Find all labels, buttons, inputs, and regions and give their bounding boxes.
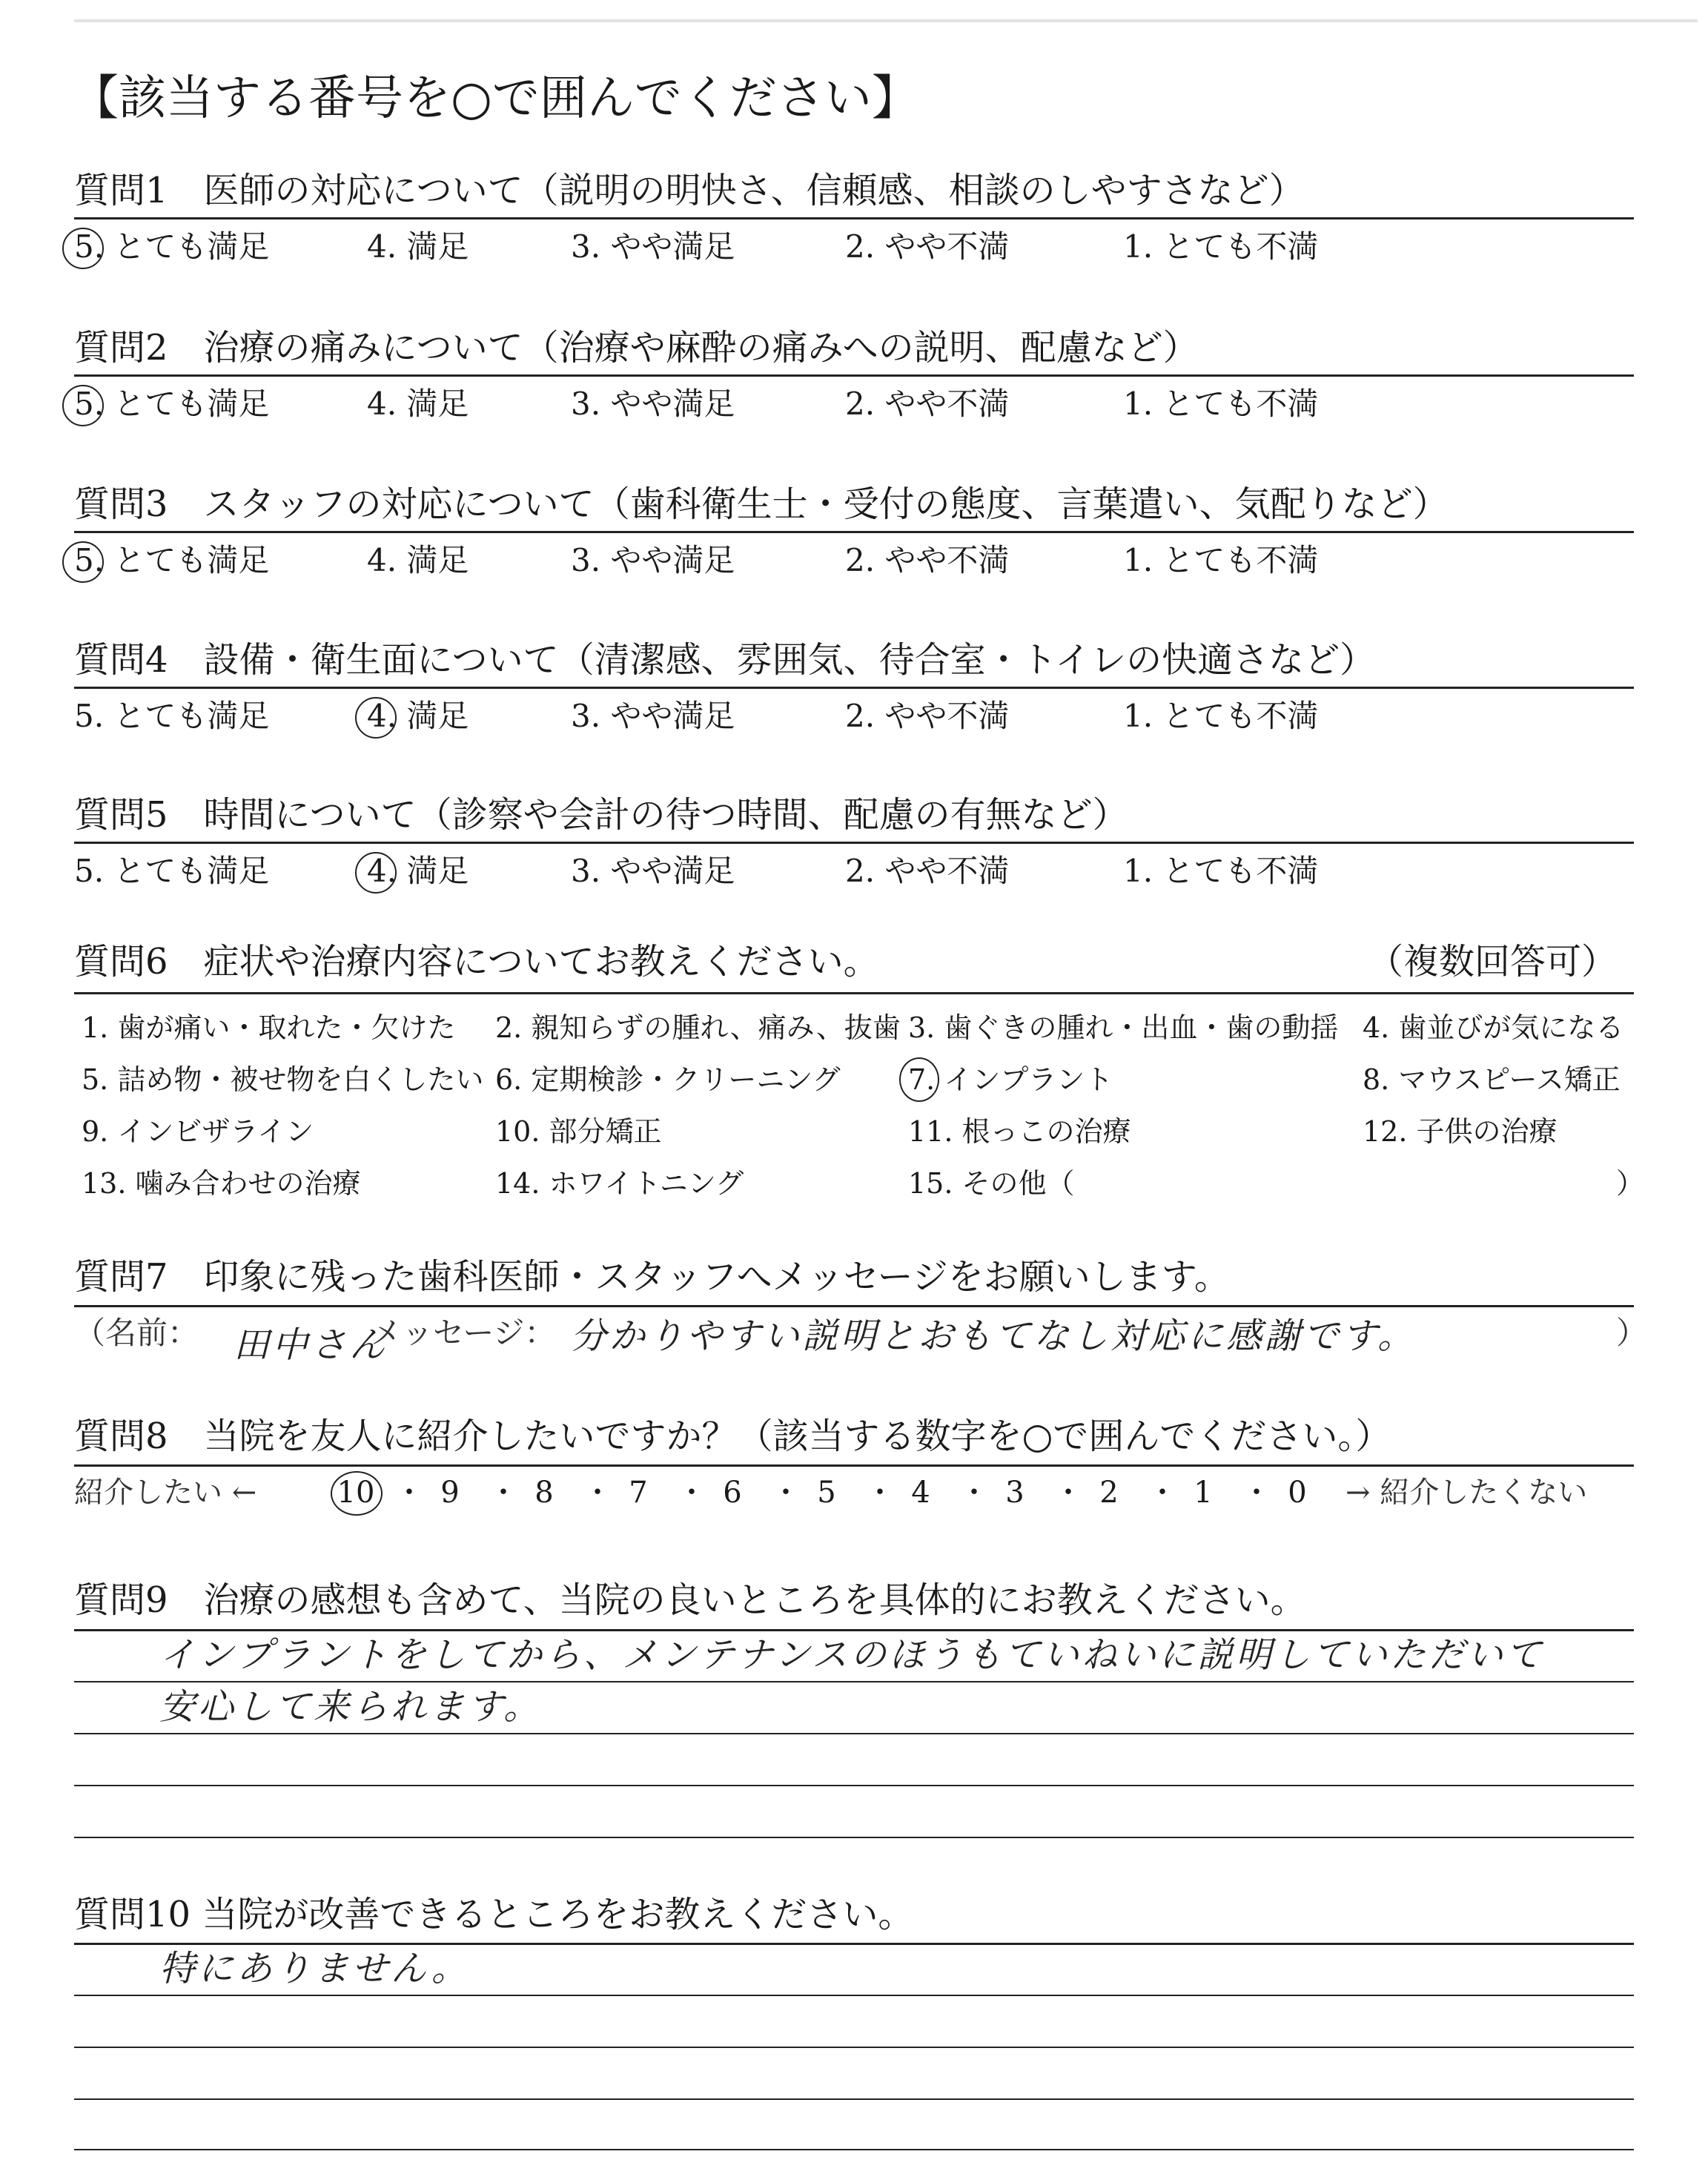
- q9-label: 質問9 治療の感想も含めて、当院の良いところを具体的にお教えください。: [74, 1579, 1306, 1621]
- q10-label: 質問10 当院が改善できるところをお教えください。: [74, 1894, 914, 1935]
- q6-option[interactable]: 13. 噛み合わせの治療: [82, 1167, 361, 1200]
- q10-answer-line-1: 特にありません。: [159, 1948, 470, 1989]
- q8-scale-number[interactable]: 1: [1194, 1476, 1213, 1510]
- q2-label: 質問2 治療の痛みについて（治療や麻酔の痛みへの説明、配慮など）: [74, 327, 1199, 369]
- q8-scale-separator: ・: [771, 1476, 801, 1510]
- q4-option[interactable]: 5. とても満足: [74, 698, 270, 734]
- q8-scale-number[interactable]: 10: [337, 1476, 375, 1510]
- q3-option[interactable]: 2. やや不満: [845, 542, 1010, 578]
- q5-option[interactable]: 3. やや満足: [571, 853, 735, 889]
- q8-scale-number[interactable]: 8: [534, 1476, 554, 1510]
- answer-circle-mark: [62, 228, 104, 269]
- q4-label: 質問4 設備・衛生面について（清潔感、雰囲気、待合室・トイレの快適さなど）: [74, 639, 1376, 681]
- answer-circle-mark: [355, 852, 397, 894]
- q8-scale-separator: ・: [583, 1476, 612, 1510]
- q6-option[interactable]: 15. その他（: [908, 1167, 1075, 1200]
- q7-name-label: （名前：: [74, 1315, 199, 1351]
- q5-label: 質問5 時間について（診察や会計の待つ時間、配慮の有無など）: [74, 794, 1128, 836]
- q8-scale-number[interactable]: 2: [1099, 1476, 1119, 1510]
- q6-rule: [74, 992, 1634, 994]
- q10-line: [74, 2047, 1634, 2048]
- q9-line: [74, 1837, 1634, 1838]
- q8-scale-separator: ・: [489, 1476, 518, 1510]
- q8-scale-number[interactable]: 6: [723, 1476, 742, 1510]
- q9-line: [74, 1733, 1634, 1734]
- answer-circle-mark: [331, 1471, 383, 1516]
- q8-left-label: 紹介したい ←: [74, 1476, 257, 1510]
- q2-rule: [74, 374, 1634, 377]
- q1-option[interactable]: 3. やや満足: [571, 228, 735, 265]
- q6-option[interactable]: 7. インプラント: [908, 1063, 1113, 1096]
- q10-line: [74, 1995, 1634, 1996]
- q1-option[interactable]: 4. 満足: [367, 228, 469, 265]
- q4-option[interactable]: 4. 満足: [367, 698, 469, 734]
- q1-option[interactable]: 1. とても不満: [1123, 228, 1319, 265]
- q1-option[interactable]: 2. やや不満: [845, 228, 1010, 265]
- q8-scale-number[interactable]: 0: [1288, 1476, 1307, 1510]
- q8-scale-separator: ・: [1148, 1476, 1177, 1510]
- q7-message-handwriting: 分かりやすい説明とおもてなし対応に感謝です。: [571, 1315, 1417, 1357]
- q1-option[interactable]: 5. とても満足: [74, 228, 270, 265]
- q3-option[interactable]: 4. 満足: [367, 542, 469, 578]
- q9-line: [74, 1785, 1634, 1786]
- q7-label: 質問7 印象に残った歯科医師・スタッフへメッセージをお願いします。: [74, 1256, 1230, 1298]
- q6-option[interactable]: 9. インビザライン: [82, 1115, 314, 1148]
- answer-circle-mark: [355, 697, 397, 739]
- q1-label: 質問1 医師の対応について（説明の明快さ、信頼感、相談のしやすさなど）: [74, 170, 1305, 211]
- q3-label: 質問3 スタッフの対応について（歯科衛生士・受付の態度、言葉遣い、気配りなど）: [74, 483, 1449, 525]
- q6-option[interactable]: 10. 部分矯正: [495, 1115, 662, 1148]
- q10-line: [74, 2098, 1634, 2100]
- q4-rule: [74, 687, 1634, 689]
- q8-rule: [74, 1464, 1634, 1467]
- q1-rule: [74, 217, 1634, 219]
- q5-option[interactable]: 2. やや不満: [845, 853, 1010, 889]
- q6-option[interactable]: 3. 歯ぐきの腫れ・出血・歯の動揺: [908, 1011, 1339, 1044]
- q3-option[interactable]: 1. とても不満: [1123, 542, 1319, 578]
- q9-line: [74, 1681, 1634, 1682]
- q8-scale-separator: ・: [394, 1476, 424, 1510]
- q9-answer-line-1: インプラントをしてから、メンテナンスのほうもていねいに説明していただいて: [159, 1634, 1545, 1676]
- q4-option[interactable]: 2. やや不満: [845, 698, 1010, 734]
- q6-option[interactable]: 6. 定期検診・クリーニング: [495, 1063, 841, 1096]
- q3-option[interactable]: 3. やや満足: [571, 542, 735, 578]
- q6-option[interactable]: 1. 歯が痛い・取れた・欠けた: [82, 1011, 456, 1044]
- q8-scale-number[interactable]: 9: [440, 1476, 460, 1510]
- q6-option[interactable]: 11. 根っこの治療: [908, 1115, 1131, 1148]
- q6-option[interactable]: 2. 親知らずの腫れ、痛み、抜歯: [495, 1011, 901, 1044]
- q6-option[interactable]: 4. 歯並びが気になる: [1363, 1011, 1624, 1044]
- q2-option[interactable]: 2. やや不満: [845, 386, 1010, 422]
- q8-scale-separator: ・: [677, 1476, 706, 1510]
- q8-scale-separator: ・: [1242, 1476, 1271, 1510]
- q6-option[interactable]: 5. 詰め物・被せ物を白くしたい: [82, 1063, 484, 1096]
- q5-option[interactable]: 4. 満足: [367, 853, 469, 889]
- answer-circle-mark: [899, 1057, 939, 1102]
- q2-option[interactable]: 5. とても満足: [74, 386, 270, 422]
- q2-option[interactable]: 4. 満足: [367, 386, 469, 422]
- q7-name-handwriting: 田中さん: [234, 1324, 388, 1366]
- q8-scale-number[interactable]: 5: [817, 1476, 836, 1510]
- scan-top-edge: [74, 19, 1698, 22]
- q6-option[interactable]: ）: [1616, 1167, 1645, 1200]
- q6-option[interactable]: 12. 子供の治療: [1363, 1115, 1558, 1148]
- q2-option[interactable]: 3. やや満足: [571, 386, 735, 422]
- q10-line: [74, 2149, 1634, 2150]
- q8-label: 質問8 当院を友人に紹介したいですか？（該当する数字を○で囲んでください。）: [74, 1416, 1391, 1457]
- q6-label: 質問6 症状や治療内容についてお教えください。: [74, 941, 879, 982]
- form-title: 【該当する番号を○で囲んでください】: [71, 71, 919, 126]
- q8-scale-separator: ・: [1053, 1476, 1083, 1510]
- answer-circle-mark: [62, 541, 104, 583]
- q8-scale-number[interactable]: 7: [629, 1476, 648, 1510]
- q6-option[interactable]: 8. マウスピース矯正: [1363, 1063, 1621, 1096]
- q2-option[interactable]: 1. とても不満: [1123, 386, 1319, 422]
- q8-scale-separator: ・: [959, 1476, 989, 1510]
- q7-message-label: メッセージ：: [371, 1315, 556, 1351]
- q6-note: （複数回答可）: [1368, 941, 1618, 982]
- q8-scale-number[interactable]: 4: [911, 1476, 930, 1510]
- q9-answer-line-2: 安心して来られます。: [159, 1686, 543, 1728]
- q5-option[interactable]: 5. とても満足: [74, 853, 270, 889]
- q3-option[interactable]: 5. とても満足: [74, 542, 270, 578]
- q7-rule: [74, 1305, 1634, 1307]
- q3-rule: [74, 531, 1634, 533]
- q4-option[interactable]: 1. とても不満: [1123, 698, 1319, 734]
- q8-scale-number[interactable]: 3: [1005, 1476, 1025, 1510]
- q5-option[interactable]: 1. とても不満: [1123, 853, 1319, 889]
- q8-scale-separator: ・: [865, 1476, 895, 1510]
- q7-close-paren: ）: [1616, 1315, 1648, 1351]
- q6-option[interactable]: 14. ホワイトニング: [495, 1167, 744, 1200]
- q4-option[interactable]: 3. やや満足: [571, 698, 735, 734]
- q5-rule: [74, 842, 1634, 844]
- q8-right-label: → 紹介したくない: [1345, 1476, 1588, 1510]
- answer-circle-mark: [62, 385, 104, 426]
